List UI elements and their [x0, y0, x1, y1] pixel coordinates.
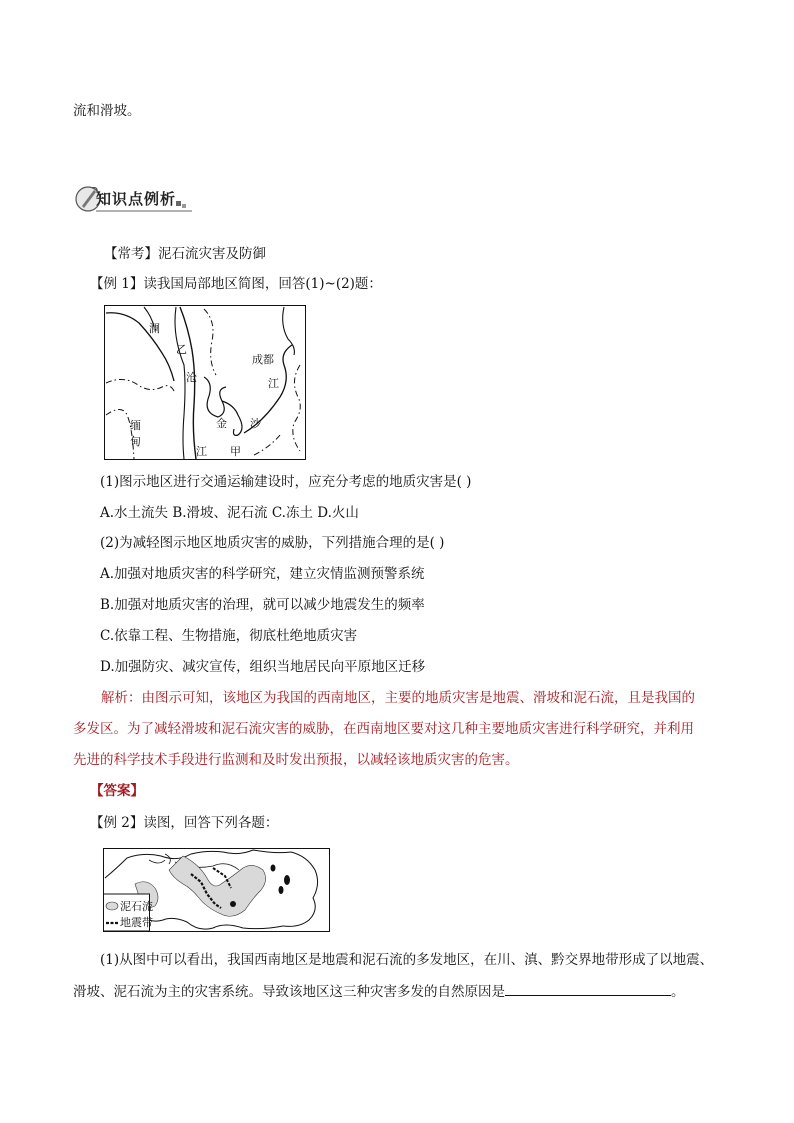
example2-question1-end: 。 [671, 984, 685, 1000]
label-dian: 甸 [130, 435, 141, 448]
southwest-china-map [104, 305, 306, 460]
answer-blank[interactable] [505, 981, 671, 996]
example2-question1-line1: (1)从图中可以看出，我国西南地区是地震和泥石流的多发地区，在川、滇、黔交界地带形成了以地震、 [100, 952, 714, 968]
analysis-line-1: 解析：由图示可知，该地区为我国的西南地区，主要的地质灾害是地震、滑坡和泥石流，且是我国的 [101, 690, 695, 706]
label-jin: 金 [216, 417, 227, 430]
example1-question2-option-c: C.依靠工程、生物措施，彻底杜绝地质灾害 [100, 628, 358, 644]
label-mian: 缅 [130, 419, 141, 432]
answer-label: 【答案】 [90, 783, 144, 799]
label-jiang-bottom: 江 [196, 445, 207, 458]
label-chengdu: 成都 [252, 353, 274, 366]
example2-intro: 【例 2】读图，回答下列各题： [90, 815, 279, 831]
topic-tag: 【常考】泥石流灾害及防御 [104, 246, 266, 262]
label-lan: 澜 [149, 322, 160, 335]
section-title: 知识点例析 [96, 190, 177, 208]
label-cang: 沧 [186, 371, 197, 384]
example1-question2-option-d: D.加强防灾、减灾宣传，组织当地居民向平原地区迁移 [100, 659, 426, 675]
label-sha: 沙 [250, 417, 261, 430]
china-disaster-map [103, 848, 330, 932]
example1-intro: 【例 1】读我国局部地区简图，回答(1)~(2)题： [90, 276, 382, 292]
label-jia: 甲 [230, 445, 241, 458]
label-yi: 乙 [176, 343, 187, 356]
legend-earthquake-belt: 地震带 [120, 916, 153, 929]
analysis-line-2: 多发区。为了减轻滑坡和泥石流灾害的威胁，在西南地区要对这几种主要地质灾害进行科学研究，并利用 [73, 721, 694, 737]
example1-question2: (2)为减轻图示地区地质灾害的威胁，下列措施合理的是( ) [100, 535, 445, 551]
example1-question2-option-b: B.加强对地质灾害的治理，就可以减少地震发生的频率 [100, 597, 425, 613]
example1-question2-option-a: A.加强对地质灾害的科学研究，建立灾情监测预警系统 [100, 566, 425, 582]
label-jiang-right: 江 [268, 377, 279, 390]
legend-debris-flow: 泥石流 [120, 900, 153, 913]
analysis-line-3: 先进的科学技术手段进行监测和及时发出预报，以减轻该地质灾害的危害。 [73, 752, 519, 768]
example2-question1-line2 [73, 981, 685, 1002]
example1-question1-options: A.水土流失 B.滑坡、泥石流 C.冻土 D.火山 [100, 505, 359, 521]
example1-question1: (1)图示地区进行交通运输建设时，应充分考虑的地质灾害是( ) [100, 474, 472, 490]
continuation-text: 流和滑坡。 [73, 103, 141, 119]
example2-question1-text: 滑坡、泥石流为主的灾害系统。导致该地区这三种灾害多发的自然原因是 [73, 984, 505, 1000]
